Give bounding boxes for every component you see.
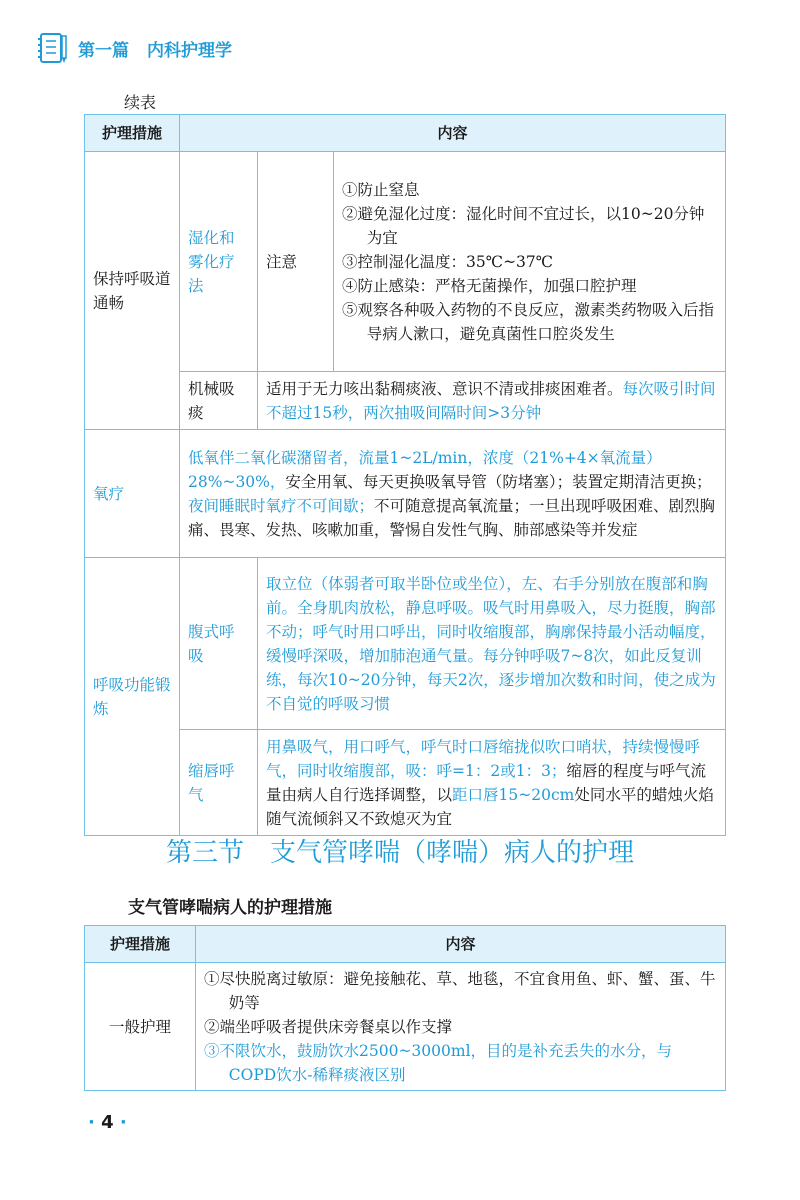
general-care-content bbox=[196, 963, 726, 1091]
note-item: ③控制湿化温度：35℃~37℃ bbox=[342, 252, 554, 271]
page-number: · 4 · bbox=[88, 1112, 127, 1133]
oxygen-text-4: 不可随意提高氧流量；一旦出现呼吸困难、剧烈胸痛、畏寒、发热、咳嗽加重，警惕自发性气胸、肺部感染等并发症 bbox=[188, 496, 716, 539]
header-subject: 内科护理学 bbox=[147, 40, 232, 61]
note-item: ①防止窒息 bbox=[342, 180, 420, 199]
pursed-text-3: 距口唇15~20cm bbox=[452, 785, 575, 804]
oxygen-text-3: 夜间睡眠时氧疗不可间歇； bbox=[188, 496, 375, 515]
breathing-measure: 呼吸功能锻炼 bbox=[85, 558, 180, 836]
humidification-note-label: 注意 bbox=[258, 152, 334, 372]
care-item-highlight: ③不限饮水，鼓励饮水2500~3000ml，目的是补充丢失的水分，与COPD饮水-稀释痰液区别 bbox=[204, 1041, 673, 1084]
table1-header-measure: 护理措施 bbox=[85, 115, 180, 152]
humidification-notes bbox=[334, 152, 726, 372]
suction-method: 机械吸痰 bbox=[180, 372, 258, 430]
oxygen-text-1: 低氧伴二氧化碳潴留者，流量1~2L/min，浓度（21%+4×氧流量）28%~30%， bbox=[188, 448, 662, 491]
oxygen-content bbox=[180, 430, 726, 558]
continued-label: 续表 bbox=[124, 93, 157, 112]
abdominal-breathing: 腹式呼吸 bbox=[180, 558, 258, 730]
oxygen-measure: 氧疗 bbox=[85, 430, 180, 558]
table2-header-measure: 护理措施 bbox=[85, 926, 196, 963]
note-item: ④防止感染：严格无菌操作，加强口腔护理 bbox=[342, 276, 637, 295]
running-header bbox=[38, 28, 250, 68]
suction-content bbox=[258, 372, 726, 430]
notebook-icon bbox=[38, 30, 68, 66]
subsection-title: 支气管哮喘病人的护理措施 bbox=[128, 898, 332, 918]
page-number-value: 4 bbox=[101, 1112, 114, 1133]
oxygen-text-2: 安全用氧、每天更换吸氧导管（防堵塞）；装置定期清洁更换； bbox=[285, 472, 712, 491]
pursed-text-4: 处同水平的蜡烛火焰随气流倾斜又不致熄灭为宜 bbox=[266, 785, 714, 828]
suction-text: 适用于无力咳出黏稠痰液、意识不清或排痰困难者。 bbox=[266, 379, 623, 398]
pursed-text-1: 用鼻吸气，用口呼气，呼气时口唇缩拢似吹口哨状，持续慢慢呼气，同时收缩腹部，吸：呼=1：2或1：3； bbox=[266, 737, 701, 780]
pursed-text-2: 缩唇的程度与呼气流量由病人自行选择调整，以 bbox=[266, 761, 706, 804]
note-item: ⑤观察各种吸入药物的不良反应，激素类药物吸入后指导病人漱口，避免真菌性口腔炎发生 bbox=[342, 300, 715, 343]
pursed-lip-breathing: 缩唇呼气 bbox=[180, 730, 258, 836]
suction-text-highlight: 每次吸引时间不超过15秒，两次抽吸间隔时间>3分钟 bbox=[266, 379, 716, 422]
asthma-nursing-table bbox=[84, 925, 726, 1091]
care-item: ②端坐呼吸者提供床旁餐桌以作支撑 bbox=[204, 1017, 453, 1036]
general-care-measure: 一般护理 bbox=[85, 963, 196, 1091]
section-title: 第三节 支气管哮喘（哮喘）病人的护理 bbox=[165, 838, 634, 868]
pursed-lip-content bbox=[258, 730, 726, 836]
table2-header-content: 内容 bbox=[196, 926, 726, 963]
header-part: 第一篇 bbox=[78, 40, 129, 61]
nursing-measures-table-continued bbox=[84, 114, 726, 836]
table1-header-content: 内容 bbox=[180, 115, 726, 152]
care-item: ①尽快脱离过敏原：避免接触花、草、地毯，不宜食用鱼、虾、蟹、蛋、牛奶等 bbox=[204, 969, 716, 1012]
abdominal-content: 取立位（体弱者可取半卧位或坐位），左、右手分别放在腹部和胸前。全身肌肉放松，静息呼吸。吸气时用鼻吸入，尽力挺腹，胸部不动；呼气时用口呼出，同时收缩腹部，胸廓保持最小活动幅度，缓慢呼深吸，增加肺泡通气量。每分钟呼吸7~8次，如此反复训练，每次10~20分钟，每天2次，逐步增加次数和时间，使之成为不自觉的呼吸习惯 bbox=[258, 558, 726, 730]
humidification-method: 湿化和雾化疗法 bbox=[180, 152, 258, 372]
note-item: ②避免湿化过度：湿化时间不宜过长，以10~20分钟为宜 bbox=[342, 204, 705, 247]
airway-measure: 保持呼吸道通畅 bbox=[85, 152, 180, 430]
